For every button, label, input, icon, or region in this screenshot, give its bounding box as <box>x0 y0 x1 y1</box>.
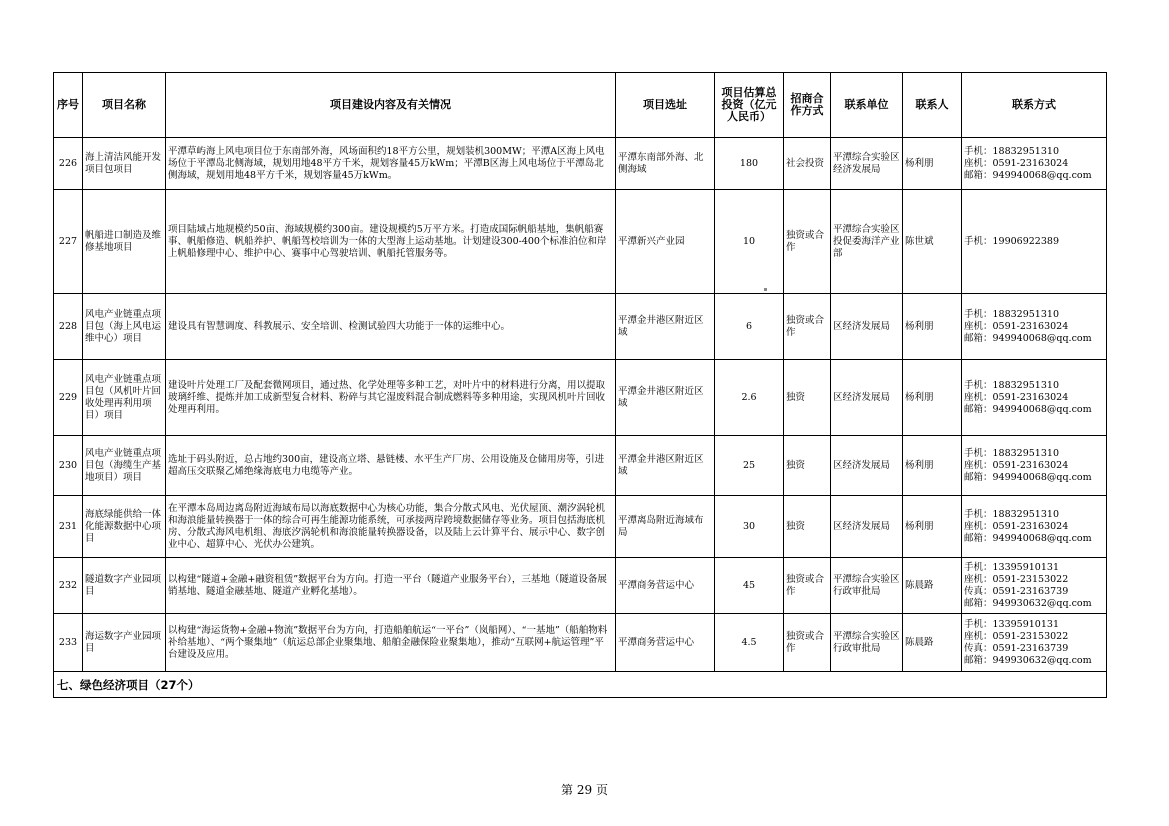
cell-name: 风电产业链重点项目包（海缆生产基地项目）项目 <box>83 436 166 496</box>
project-table <box>53 72 1107 698</box>
cell-content: 以构建“海运货物+金融+物流”数据平台为方向，打造船舶航运“一平台”（岚船网）、“一基地”（船舶物料补给基地）、“两个聚集地”（航运总部企业聚集地、船舶金融保险业聚集地），推动“互联网+航运管理”平台建设及应用。 <box>166 614 616 672</box>
cell-unit: 平潭综合实验区投促委海洋产业部 <box>831 190 903 294</box>
cell-contact <box>962 138 1107 190</box>
cell-name: 帆船进口制造及维修基地项目 <box>83 190 166 294</box>
cell-unit: 区经济发展局 <box>831 436 903 496</box>
contact-line: 邮箱：949940068@qq.com <box>964 471 1092 483</box>
cell-seq: 226 <box>54 138 83 190</box>
cell-mode: 社会投资 <box>784 138 831 190</box>
cell-name: 海上清洁风能开发项目包项目 <box>83 138 166 190</box>
contact-line: 邮箱：949930632@qq.com <box>964 597 1092 609</box>
cell-content: 建设叶片处理工厂及配套微网项目，通过热、化学处理等多种工艺，对叶片中的材料进行分离，用以提取玻璃纤维、提炼并加工成新型复合材料、粉碎与其它湿废料混合制成燃料等多种用途，实现风机叶片回收处理再利用。 <box>166 360 616 436</box>
cell-site: 平潭东南部外海、北侧海域 <box>616 138 715 190</box>
cell-site: 平潭金井港区附近区域 <box>616 436 715 496</box>
header-seq: 序号 <box>54 73 83 138</box>
contact-line: 手机：18832951310 <box>964 379 1059 391</box>
cell-seq: 229 <box>54 360 83 436</box>
cell-person: 杨利朋 <box>903 360 962 436</box>
table-row <box>54 360 1107 436</box>
cell-invest: 45 <box>715 558 784 614</box>
cell-seq: 231 <box>54 496 83 558</box>
header-person: 联系人 <box>903 73 962 138</box>
cell-mode: 独资 <box>784 360 831 436</box>
cell-person: 杨利朋 <box>903 294 962 360</box>
cell-contact <box>962 294 1107 360</box>
contact-line: 手机：18832951310 <box>964 145 1059 157</box>
cell-seq: 233 <box>54 614 83 672</box>
cell-site: 平潭商务营运中心 <box>616 558 715 614</box>
cell-person: 陈晨路 <box>903 558 962 614</box>
cell-site: 平潭新兴产业园 <box>616 190 715 294</box>
cell-invest: 6 <box>715 294 784 360</box>
header-site: 项目选址 <box>616 73 715 138</box>
header-contact: 联系方式 <box>962 73 1107 138</box>
cell-mode: 独资或合作 <box>784 614 831 672</box>
cell-invest: 180 <box>715 138 784 190</box>
cell-contact <box>962 496 1107 558</box>
cell-person: 杨利朋 <box>903 138 962 190</box>
cell-person: 陈晨路 <box>903 614 962 672</box>
cell-unit: 区经济发展局 <box>831 496 903 558</box>
contact-line: 邮箱：949940068@qq.com <box>964 532 1092 544</box>
cell-seq: 230 <box>54 436 83 496</box>
cell-mode: 独资 <box>784 496 831 558</box>
cell-mode: 独资或合作 <box>784 294 831 360</box>
table-row <box>54 294 1107 360</box>
cell-name: 风电产业链重点项目包（风机叶片回收处理再利用项目）项目 <box>83 360 166 436</box>
header-name: 项目名称 <box>83 73 166 138</box>
cell-mode: 独资 <box>784 436 831 496</box>
cell-content: 以构建“隧道+金融+融资租赁”数据平台为方向。打造一平台（隧道产业服务平台），三基地（隧道设备展销基地、隧道金融基地、隧道产业孵化基地）。 <box>166 558 616 614</box>
table-row <box>54 138 1107 190</box>
cell-invest: 10 <box>715 190 784 294</box>
cell-invest: 30 <box>715 496 784 558</box>
cell-unit: 区经济发展局 <box>831 360 903 436</box>
contact-line: 手机：13395910131 <box>964 618 1059 630</box>
cell-person: 杨利朋 <box>903 496 962 558</box>
cell-invest: 25 <box>715 436 784 496</box>
table-row <box>54 436 1107 496</box>
table-row <box>54 614 1107 672</box>
cell-name: 风电产业链重点项目包（海上风电运维中心）项目 <box>83 294 166 360</box>
contact-line: 手机：18832951310 <box>964 447 1059 459</box>
cell-contact <box>962 190 1107 294</box>
contact-line: 邮箱：949940068@qq.com <box>964 169 1092 181</box>
cell-content: 建设具有智慧调度、科教展示、安全培训、检测试验四大功能于一体的运维中心。 <box>166 294 616 360</box>
table-row <box>54 558 1107 614</box>
contact-line: 座机：0591-23163024 <box>964 157 1069 169</box>
contact-line: 传真：0591-23163739 <box>964 585 1069 597</box>
cell-invest: 2.6 <box>715 360 784 436</box>
cell-unit: 区经济发展局 <box>831 294 903 360</box>
header-mode: 招商合作方式 <box>784 73 831 138</box>
contact-line: 邮箱：949930632@qq.com <box>964 654 1092 666</box>
cell-contact <box>962 558 1107 614</box>
cell-person: 杨利朋 <box>903 436 962 496</box>
contact-line: 座机：0591-23163024 <box>964 391 1069 403</box>
section-title: 七、绿色经济项目（27个） <box>54 672 1107 698</box>
cell-site: 平潭金井港区附近区域 <box>616 294 715 360</box>
cell-name: 隧道数字产业园项目 <box>83 558 166 614</box>
cell-unit: 平潭综合实验区行政审批局 <box>831 614 903 672</box>
header-content: 项目建设内容及有关情况 <box>166 73 616 138</box>
cell-unit: 平潭综合实验区经济发展局 <box>831 138 903 190</box>
cell-name: 海底绿能供给一体化能源数据中心项目 <box>83 496 166 558</box>
table-row <box>54 496 1107 558</box>
contact-line: 邮箱：949940068@qq.com <box>964 332 1092 344</box>
header-row <box>54 73 1107 138</box>
cell-name: 海运数字产业园项目 <box>83 614 166 672</box>
contact-line: 手机：19906922389 <box>964 235 1059 247</box>
cell-contact <box>962 360 1107 436</box>
cell-content: 选址于码头附近，总占地约300亩，建设高立塔、悬链楼、水平生产厂房、公用设施及仓储用房等，引进超高压交联聚乙烯绝缘海底电力电缆等产业。 <box>166 436 616 496</box>
cell-seq: 232 <box>54 558 83 614</box>
cell-site: 平潭商务营运中心 <box>616 614 715 672</box>
contact-line: 座机：0591-23153022 <box>964 573 1069 585</box>
contact-line: 手机：18832951310 <box>964 308 1059 320</box>
contact-line: 传真：0591-23163739 <box>964 642 1069 654</box>
cell-person: 陈世斌 <box>903 190 962 294</box>
section-row <box>54 672 1107 698</box>
cell-content: 在平潭本岛周边离岛附近海域布局以海底数据中心为核心功能，集合分散式风电、光伏屋顶、潮汐涡轮机和海浪能量转换器于一体的综合可再生能源功能系统，可承接两岸跨境数据储存等业务。项目包括海底机房、分散式海风电机组、海底汐涡轮机和海浪能量转换器设备，以及陆上云计算平台、展示中心、数字创业中心、超算中心、光伏办公建筑。 <box>166 496 616 558</box>
cell-site: 平潭金井港区附近区域 <box>616 360 715 436</box>
header-unit: 联系单位 <box>831 73 903 138</box>
contact-line: 座机：0591-23163024 <box>964 320 1069 332</box>
contact-line: 座机：0591-23163024 <box>964 459 1069 471</box>
contact-line: 手机：13395910131 <box>964 561 1059 573</box>
cell-content: 项目陆域占地规模约50亩、海域规模约300亩。建设规模约5万平方米。打造成国际帆船基地，集帆船赛事、帆船修造、帆船养护、帆船驾校培训为一体的大型海上运动基地。计划建设300-400个标准泊位和岸上帆船修理中心、维护中心、赛事中心驾驶培训、帆船托管服务等。 <box>166 190 616 294</box>
cell-seq: 227 <box>54 190 83 294</box>
cell-seq: 228 <box>54 294 83 360</box>
cell-content: 平潭草屿海上风电项目位于东南部外海，风场面积约18平方公里，规划装机300MW；平潭A区海上风电场位于平潭岛北侧海域，规划用地48平方千米，规划容量45万kWm；平潭B区海上风电场位于平潭岛北侧海域，规划用地48平方千米，规划容量45万kWm。 <box>166 138 616 190</box>
header-invest: 项目估算总投资（亿元人民币） <box>715 73 784 138</box>
cell-mode: 独资或合作 <box>784 558 831 614</box>
contact-line: 座机：0591-23163024 <box>964 520 1069 532</box>
cell-contact <box>962 436 1107 496</box>
cell-invest: 4.5 <box>715 614 784 672</box>
contact-line: 座机：0591-23153022 <box>964 630 1069 642</box>
cell-site: 平潭离岛附近海域布局 <box>616 496 715 558</box>
cell-mode: 独资或合作 <box>784 190 831 294</box>
stray-mark <box>764 288 767 291</box>
table-row <box>54 190 1107 294</box>
cell-contact <box>962 614 1107 672</box>
contact-line: 手机：18832951310 <box>964 508 1059 520</box>
cell-unit: 平潭综合实验区行政审批局 <box>831 558 903 614</box>
page-footer: 第 29 页 <box>561 783 608 797</box>
contact-line: 邮箱：949940068@qq.com <box>964 403 1092 415</box>
